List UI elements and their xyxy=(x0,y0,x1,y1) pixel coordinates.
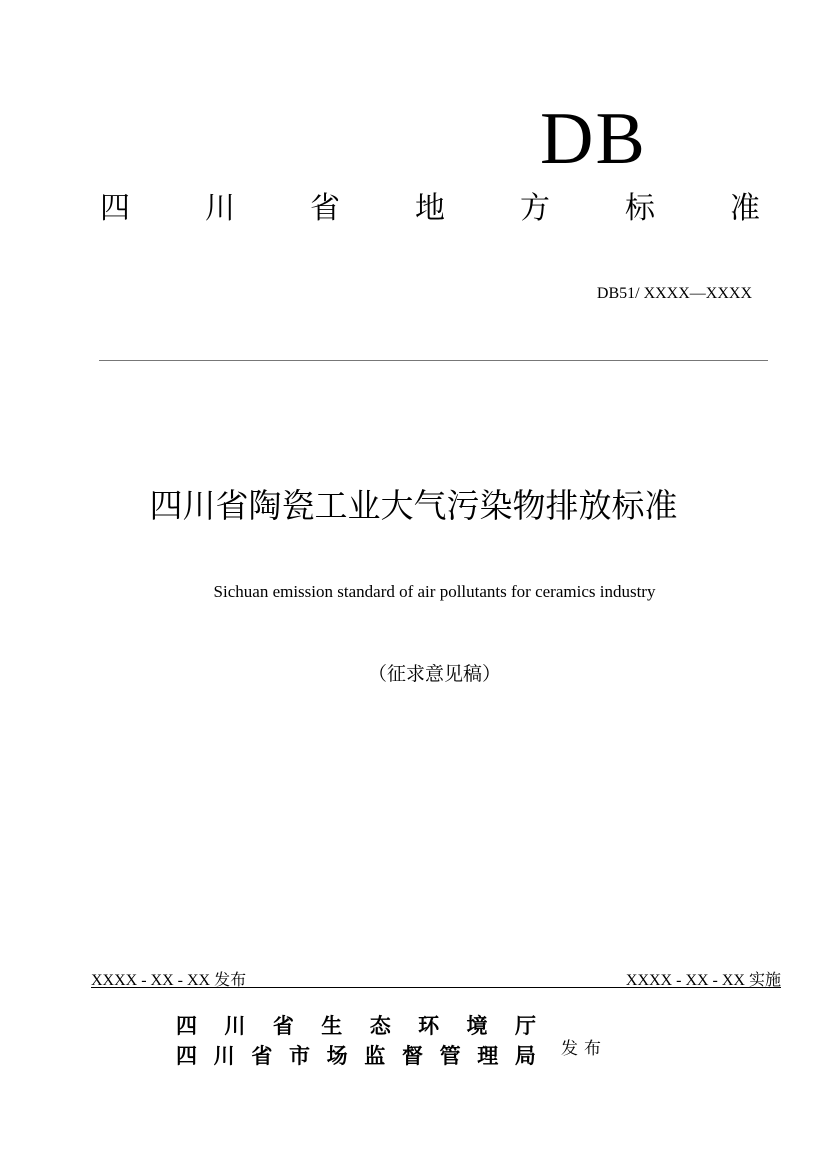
draft-note: （征求意见稿） xyxy=(367,663,501,685)
standard-type-char: 准 xyxy=(730,191,760,226)
issuer-char: 市 xyxy=(288,1044,310,1068)
standard-type-char: 标 xyxy=(625,191,655,226)
title-chinese: 四川省陶瓷工业大气污染物排放标准 xyxy=(149,486,678,525)
issuer-char: 四 xyxy=(176,1044,197,1068)
issuer-char: 省 xyxy=(272,1014,294,1038)
issuer-char: 川 xyxy=(213,1044,235,1068)
issuer-char: 监 xyxy=(364,1044,386,1068)
standard-code: DB51/ XXXX—XXXX xyxy=(596,285,752,302)
issuer-char: 环 xyxy=(418,1014,440,1038)
standard-type-char: 四 xyxy=(100,191,130,226)
top-divider xyxy=(99,360,768,361)
issuer-char: 局 xyxy=(514,1044,536,1068)
issuer-char: 省 xyxy=(251,1044,273,1068)
issuer-market-supervision-bureau xyxy=(176,1046,536,1067)
issuer-char: 督 xyxy=(401,1044,423,1068)
issuer-char: 四 xyxy=(176,1014,197,1038)
standard-type xyxy=(100,191,760,226)
db-mark: DB xyxy=(540,98,647,180)
issuer-char: 川 xyxy=(224,1014,246,1038)
bottom-divider xyxy=(91,987,781,988)
implementation-date: XXXX - XX - XX 实施 xyxy=(625,972,781,989)
issuer-char: 场 xyxy=(326,1044,348,1068)
issuer-char: 态 xyxy=(369,1014,391,1038)
title-english: Sichuan emission standard of air pollutants for ceramics industry xyxy=(213,582,656,601)
issuer-char: 理 xyxy=(477,1044,499,1068)
standard-type-char: 川 xyxy=(205,191,235,226)
issuer-ecology-environment-department xyxy=(176,1016,536,1037)
standard-type-char: 地 xyxy=(415,191,445,226)
issuer-char: 厅 xyxy=(514,1014,536,1038)
issuer-char: 管 xyxy=(439,1044,461,1068)
standard-type-char: 方 xyxy=(520,191,550,226)
issuer-char: 生 xyxy=(321,1014,343,1038)
issuer-char: 境 xyxy=(466,1014,488,1038)
issue-word: 发布 xyxy=(561,1039,607,1059)
issue-date: XXXX - XX - XX 发布 xyxy=(91,972,247,989)
standard-type-char: 省 xyxy=(310,191,340,226)
